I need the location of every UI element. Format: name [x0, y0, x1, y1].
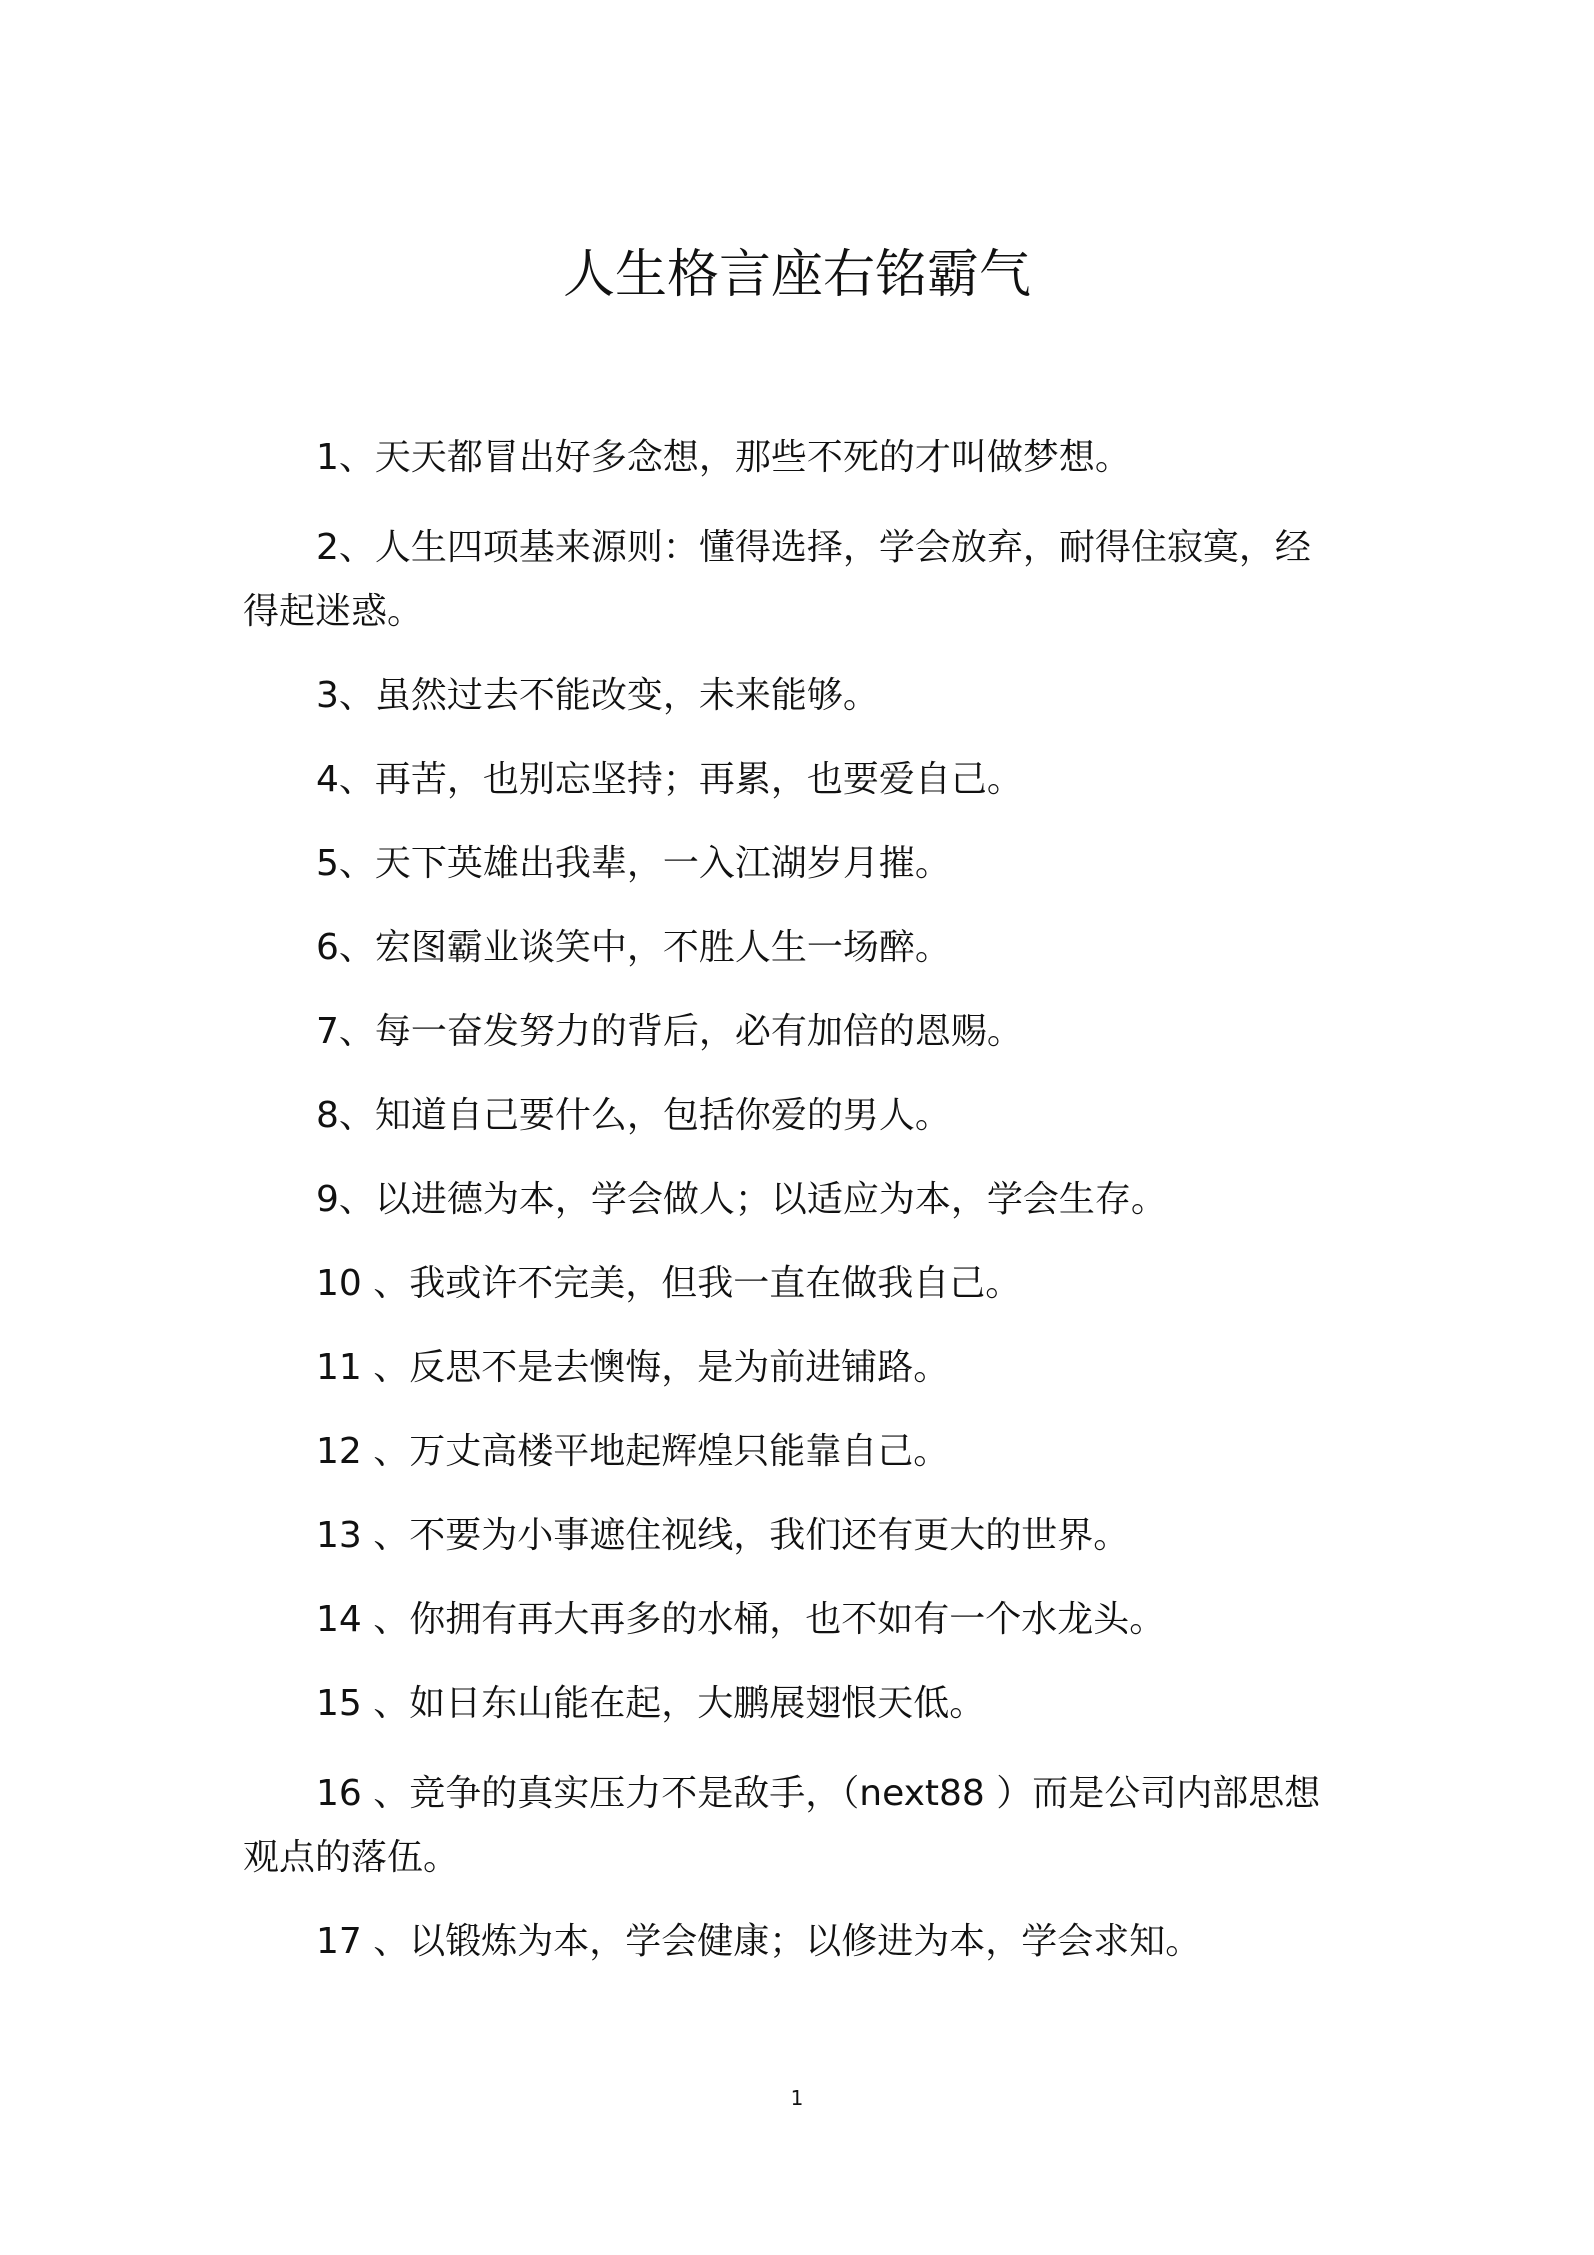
quote-item: 10 、我或许不完美，但我一直在做我自己。	[316, 1263, 1022, 1304]
quote-item: 17 、以锻炼为本，学会健康；以修进为本，学会求知。	[316, 1921, 1202, 1962]
quote-item: 8、知道自己要什么，包括你爱的男人。	[316, 1095, 951, 1136]
quote-item: 7、每一奋发努力的背后，必有加倍的恩赐。	[316, 1011, 1023, 1052]
quote-item: 1、天天都冒出好多念想，那些不死的才叫做梦想。	[316, 437, 1131, 478]
quote-item: 11 、反思不是去懊悔，是为前进铺路。	[316, 1347, 950, 1388]
quote-item: 9、以进德为本，学会做人；以适应为本，学会生存。	[316, 1179, 1167, 1220]
quote-item: 12 、万丈高楼平地起辉煌只能靠自己。	[316, 1431, 950, 1472]
quote-item: 5、天下英雄出我辈，一入江湖岁月摧。	[316, 843, 951, 884]
quote-item: 14 、你拥有再大再多的水桶，也不如有一个水龙头。	[316, 1599, 1166, 1640]
quote-item: 13 、不要为小事遮住视线，我们还有更大的世界。	[316, 1515, 1130, 1556]
quote-item: 2、人生四项基来源则：懂得选择，学会放弃，耐得住寂寞，经得起迷惑。	[243, 527, 1311, 632]
quote-item: 16 、竞争的真实压力不是敌手，（next88 ）而是公司内部思想观点的落伍。	[243, 1773, 1321, 1878]
quote-item: 6、宏图霸业谈笑中，不胜人生一场醉。	[316, 927, 951, 968]
quote-list	[243, 432, 1333, 2000]
quote-item: 3、虽然过去不能改变，未来能够。	[316, 675, 879, 716]
page-number: 1	[790, 2086, 804, 2110]
document-title: 人生格言座右铭霸气	[562, 245, 1031, 305]
quote-item: 4、再苦，也别忘坚持；再累，也要爱自己。	[316, 759, 1023, 800]
quote-item: 15 、如日东山能在起，大鹏展翅恨天低。	[316, 1683, 986, 1724]
